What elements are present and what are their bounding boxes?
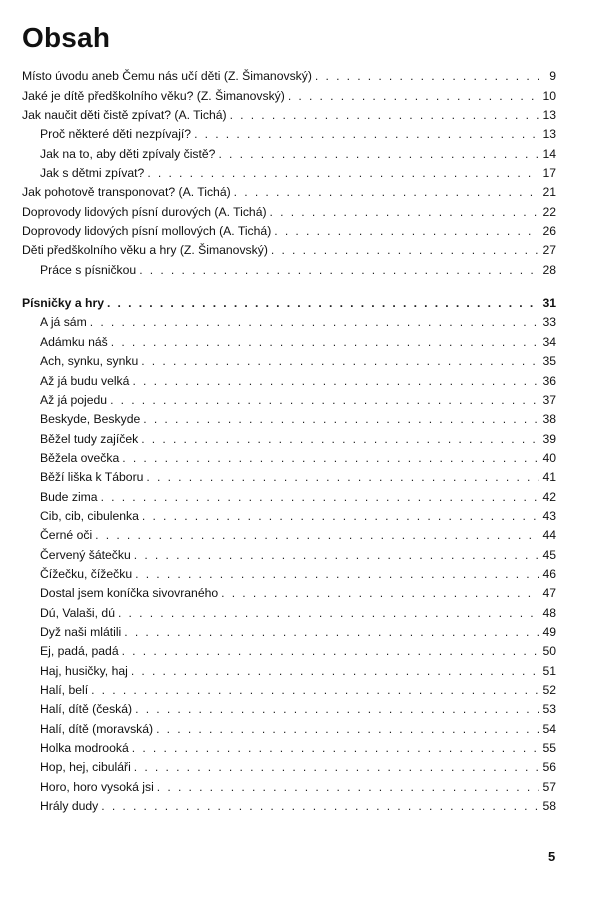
toc-leader-dots xyxy=(101,799,539,813)
toc-leader-dots xyxy=(91,683,539,697)
toc-leader-dots xyxy=(95,528,539,542)
toc-entry-title: Běžela ovečka xyxy=(40,450,120,465)
toc-entry-page: 49 xyxy=(542,624,556,639)
page-number: 5 xyxy=(548,849,556,864)
toc-entry xyxy=(22,368,556,387)
toc-entry-title: Dostal jsem koníčka sivovraného xyxy=(40,586,219,601)
toc-entry-page: 55 xyxy=(542,741,556,756)
toc-entry-page: 44 xyxy=(542,528,556,543)
toc-leader-dots xyxy=(101,490,539,504)
toc-entry-page: 37 xyxy=(542,392,556,407)
toc-entry-page: 13 xyxy=(542,127,556,142)
toc-leader-dots xyxy=(147,166,539,180)
toc-entry xyxy=(22,484,556,503)
toc-entry xyxy=(22,716,556,735)
toc-entry xyxy=(22,581,556,600)
toc-entry-page: 9 xyxy=(549,69,556,84)
toc-entry xyxy=(22,504,556,523)
toc-entry-title: Červený šátečku xyxy=(40,547,131,562)
toc-leader-dots xyxy=(107,296,539,310)
toc-entry-title: Běžel tudy zajíček xyxy=(40,431,139,446)
toc-entry xyxy=(22,600,556,619)
toc-entry xyxy=(22,291,556,310)
toc-leader-dots xyxy=(139,263,539,277)
toc-leader-dots xyxy=(135,702,539,716)
toc-entry xyxy=(22,658,556,677)
toc-entry xyxy=(22,122,556,141)
toc-entry xyxy=(22,103,556,122)
toc-entry-title: Bude zima xyxy=(40,489,98,504)
toc-entry-title: Ach, synku, synku xyxy=(40,354,139,369)
toc-leader-dots xyxy=(134,760,539,774)
toc-leader-dots xyxy=(122,644,539,658)
toc-entry-page: 39 xyxy=(542,431,556,446)
toc-leader-dots xyxy=(146,470,539,484)
toc-entry-title: Čížečku, čížečku xyxy=(40,566,133,581)
toc-entry-page: 58 xyxy=(542,799,556,814)
toc-entry-page: 52 xyxy=(542,683,556,697)
toc-entry-page: 10 xyxy=(542,88,556,103)
toc-entry-page: 21 xyxy=(542,185,556,200)
table-of-contents xyxy=(22,64,556,813)
toc-leader-dots xyxy=(270,205,539,219)
toc-entry-title: Jak s dětmi zpívat? xyxy=(40,166,145,181)
toc-entry xyxy=(22,83,556,102)
toc-entry-page: 27 xyxy=(542,243,556,258)
toc-leader-dots xyxy=(274,224,539,238)
toc-leader-dots xyxy=(157,780,539,794)
toc-entry-page: 53 xyxy=(542,702,556,717)
toc-entry-title: Proč některé děti nezpívají? xyxy=(40,127,192,142)
toc-entry-page: 47 xyxy=(542,586,556,601)
toc-entry xyxy=(22,180,556,199)
toc-leader-dots xyxy=(234,185,539,199)
toc-entry-page: 13 xyxy=(542,108,556,123)
toc-leader-dots xyxy=(124,625,539,639)
toc-entry-page: 45 xyxy=(542,547,556,562)
toc-entry-page: 40 xyxy=(542,450,556,465)
toc-entry-title: Jak na to, aby děti zpívaly čistě? xyxy=(40,146,216,161)
toc-leader-dots xyxy=(143,412,539,426)
toc-entry xyxy=(22,794,556,813)
page-title: Obsah xyxy=(22,22,111,53)
toc-entry-page: 54 xyxy=(542,721,556,736)
toc-leader-dots xyxy=(131,664,539,678)
toc-entry-title: Až já budu velká xyxy=(40,373,130,388)
toc-entry-title: Černé oči xyxy=(40,528,93,543)
toc-entry-title: Běží liška k Táboru xyxy=(40,470,144,485)
toc-leader-dots xyxy=(111,335,539,349)
toc-entry-page: 17 xyxy=(542,166,556,181)
toc-entry xyxy=(22,141,556,160)
toc-leader-dots xyxy=(142,509,539,523)
toc-entry xyxy=(22,562,556,581)
toc-entry-page: 36 xyxy=(542,373,556,388)
toc-entry xyxy=(22,697,556,716)
toc-leader-dots xyxy=(315,69,539,83)
toc-entry xyxy=(22,349,556,368)
toc-leader-dots xyxy=(132,741,539,755)
toc-leader-dots xyxy=(141,432,539,446)
toc-entry xyxy=(22,774,556,793)
toc-leader-dots xyxy=(122,451,539,465)
toc-entry xyxy=(22,678,556,697)
toc-entry xyxy=(22,199,556,218)
toc-entry xyxy=(22,736,556,755)
toc-entry-page: 43 xyxy=(542,508,556,523)
toc-leader-dots xyxy=(194,127,539,141)
toc-entry xyxy=(22,426,556,445)
toc-entry-page: 51 xyxy=(542,663,556,678)
toc-leader-dots xyxy=(288,89,539,103)
toc-entry-title: Hrály dudy xyxy=(40,799,99,814)
toc-entry-title: Děti předškolního věku a hry (Z. Šimanovský) xyxy=(22,243,268,258)
toc-entry xyxy=(22,64,556,83)
toc-entry-page: 56 xyxy=(542,760,556,775)
toc-entry-title: Dú, Valaši, dú xyxy=(40,605,115,620)
toc-entry-page: 41 xyxy=(542,470,556,485)
toc-entry-title: Horo, horo vysoká jsi xyxy=(40,779,154,794)
toc-entry xyxy=(22,257,556,276)
toc-entry-title: Až já pojedu xyxy=(40,392,108,407)
toc-entry-title: Halí, belí xyxy=(40,683,89,697)
toc-entry xyxy=(22,639,556,658)
toc-leader-dots xyxy=(218,147,539,161)
toc-leader-dots xyxy=(221,586,539,600)
toc-entry-title: Jaké je dítě předškolního věku? (Z. Šimanovský) xyxy=(22,88,285,103)
toc-entry-title: A já sám xyxy=(40,315,87,330)
toc-entry xyxy=(22,465,556,484)
toc-entry-title: Doprovody lidových písní durových (A. Tichá) xyxy=(22,204,267,219)
toc-entry xyxy=(22,407,556,426)
toc-leader-dots xyxy=(135,567,539,581)
toc-entry-title: Ej, padá, padá xyxy=(40,644,119,659)
toc-entry xyxy=(22,446,556,465)
toc-entry xyxy=(22,523,556,542)
toc-entry-page: 50 xyxy=(542,644,556,659)
toc-entry xyxy=(22,238,556,257)
toc-entry-page: 46 xyxy=(542,566,556,581)
toc-entry-page: 31 xyxy=(542,296,556,311)
toc-entry xyxy=(22,219,556,238)
toc-leader-dots xyxy=(110,393,539,407)
toc-leader-dots xyxy=(90,315,539,329)
toc-entry-page: 33 xyxy=(542,315,556,330)
toc-entry-title: Písničky a hry xyxy=(22,296,104,311)
toc-entry xyxy=(22,542,556,561)
toc-entry-page: 22 xyxy=(542,204,556,219)
toc-entry-page: 14 xyxy=(542,146,556,161)
toc-entry-page: 38 xyxy=(542,412,556,427)
toc-leader-dots xyxy=(118,606,539,620)
toc-leader-dots xyxy=(141,354,539,368)
toc-leader-dots xyxy=(230,108,539,122)
toc-entry-page: 28 xyxy=(542,262,556,277)
toc-leader-dots xyxy=(132,374,539,388)
toc-leader-dots xyxy=(134,548,539,562)
toc-entry-page: 35 xyxy=(542,354,556,369)
toc-entry-title: Holka modrooká xyxy=(40,741,129,756)
toc-entry-page: 48 xyxy=(542,605,556,620)
toc-entry-title: Dyž naši mlátili xyxy=(40,624,122,639)
toc-leader-dots xyxy=(156,722,539,736)
toc-entry-title: Doprovody lidových písní mollových (A. Tichá) xyxy=(22,224,272,239)
toc-entry-title: Halí, dítě (moravská) xyxy=(40,721,154,736)
toc-entry-title: Hop, hej, cibuláři xyxy=(40,760,131,775)
toc-entry xyxy=(22,329,556,348)
toc-entry-title: Práce s písničkou xyxy=(40,262,137,277)
toc-entry-title: Místo úvodu aneb Čemu nás učí děti (Z. Šimanovský) xyxy=(22,69,312,84)
toc-leader-dots xyxy=(271,243,539,257)
toc-entry xyxy=(22,620,556,639)
toc-entry-page: 34 xyxy=(542,334,556,349)
toc-entry-title: Cib, cib, cibulenka xyxy=(40,508,139,523)
toc-entry xyxy=(22,161,556,180)
toc-entry xyxy=(22,388,556,407)
toc-entry-title: Halí, dítě (česká) xyxy=(40,702,133,717)
toc-entry-page: 26 xyxy=(542,224,556,239)
toc-entry-title: Jak pohotově transponovat? (A. Tichá) xyxy=(22,185,231,200)
toc-entry-page: 42 xyxy=(542,489,556,504)
toc-entry-title: Jak naučit děti čistě zpívat? (A. Tichá) xyxy=(22,108,227,123)
toc-entry xyxy=(22,310,556,329)
toc-entry xyxy=(22,755,556,774)
toc-entry-title: Adámku náš xyxy=(40,334,108,349)
toc-entry-title: Beskyde, Beskyde xyxy=(40,412,141,427)
toc-entry-title: Haj, husičky, haj xyxy=(40,663,128,678)
toc-entry-page: 57 xyxy=(542,779,556,794)
